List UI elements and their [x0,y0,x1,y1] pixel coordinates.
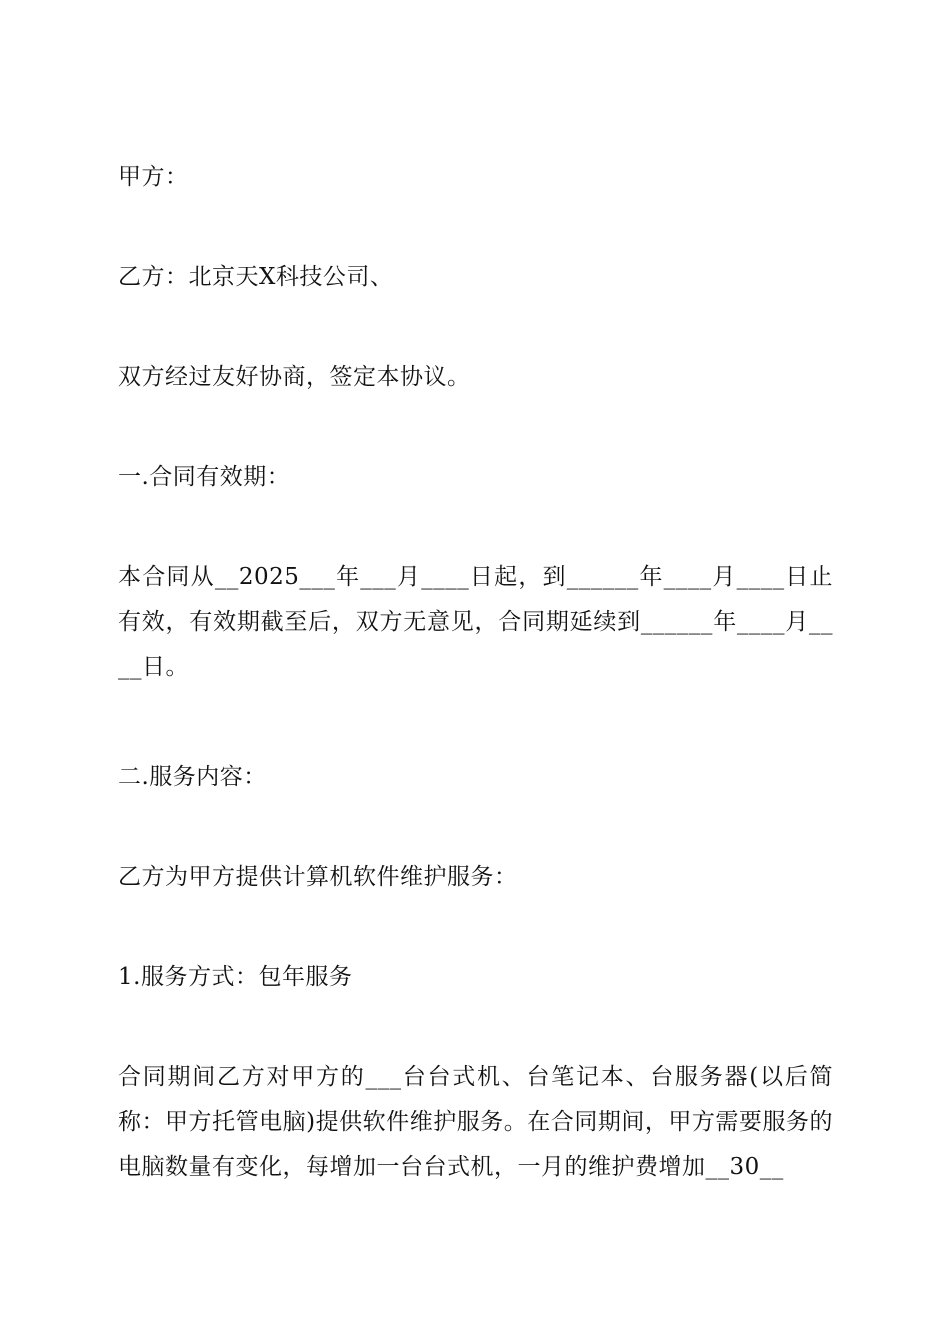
contract-term-paragraph: 本合同从__2025___年___月____日起，到______年____月____日止有效，有效期截至后，双方无意见，合同期延续到______年____月____日。 [118,564,833,680]
party-a-line: 甲方： [118,164,189,190]
party-b-line: 乙方：北京天X科技公司、 [118,264,394,290]
service-mode-line: 1.服务方式：包年服务 [118,964,353,990]
service-scope-paragraph: 合同期间乙方对甲方的___台台式机、台笔记本、台服务器(以后简称：甲方托管电脑)提供软件维护服务。在合同期间，甲方需要服务的电脑数量有变化，每增加一台台式机，一月的维护费增加__30__ [118,1064,833,1180]
intro-paragraph: 双方经过友好协商，签定本协议。 [118,364,471,390]
section-1-heading: 一.合同有效期： [118,464,291,490]
section-2-heading: 二.服务内容： [118,764,267,790]
service-intro-paragraph: 乙方为甲方提供计算机软件维护服务： [118,864,518,890]
